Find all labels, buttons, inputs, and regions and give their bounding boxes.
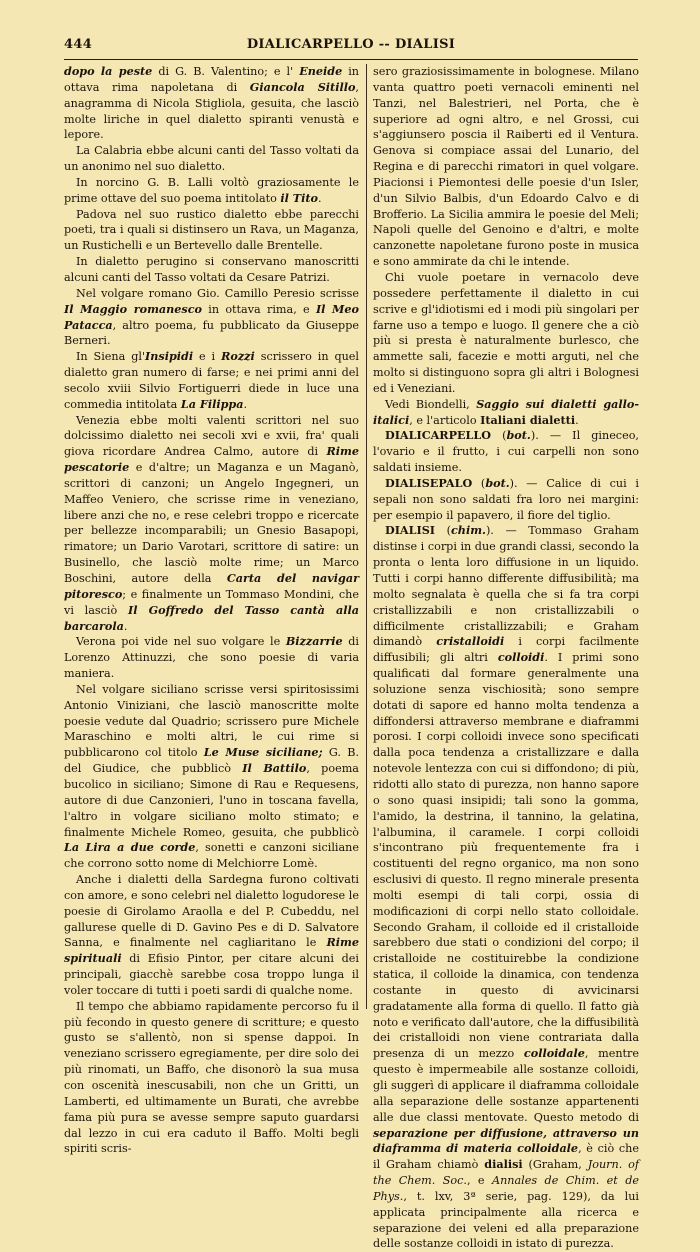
body-text: sero graziosissimamente in bolognese. Milano vanta quattro poeti vernacoli eminenti nel Tanzi, nel Balestrieri, nel Porta, che è superiore ad ogni altro, e nel Grossi, cui s'aggiunsero poscia il Raiberti ed il Ventura. Genova si compiace assai del Lunario, del Regina e di parecchi rimatori in quel volgare. Piacionsi i Piemontesi delle poesie d'un Isler, d'un Silvio Balbis, d'un Edoardo Calvo e di Brofferio. La Sicilia ammira le poesie del Meli; Napoli quelle del Genoino e d'altri, e molte canzonette napoletane furono poste in musica e sono ammirate da chi le intende.: [373, 65, 639, 269]
paragraph: [64, 872, 359, 999]
body-text: Vedi Biondelli,: [385, 397, 477, 411]
running-head-title: DIALICARPELLO -- DIALISI: [246, 37, 456, 52]
emphasized-text: bot.: [485, 475, 510, 490]
body-text: , t. lxv, 3ª serie, pag. 129), da lui applicata principalmente alla ricerca e separazione dei veleni ed alla preparazione delle sostanze colloidi in istato di purezza.: [373, 1189, 639, 1251]
body-text: Venezia ebbe molti valenti scrittori nel suo dolcissimo dialetto nei secoli xvi e xvii, fra' quali giova ricordare Andrea Calmo, autore di: [64, 413, 359, 459]
paragraph: [64, 254, 359, 286]
body-text: ). — Calice di cui i sepali non sono saldati fra loro nei margini: per esempio il papavero, il fiore del tiglio.: [373, 476, 640, 522]
body-text: Verona poi vide nel suo volgare le: [76, 635, 286, 649]
body-text: Nel volgare romano Gio. Camillo Peresio scrisse: [76, 286, 359, 300]
emphasized-text: Il Maggio romanesco: [64, 301, 202, 316]
emphasized-text: bot.: [506, 428, 531, 443]
body-text: Padova nel suo rustico dialetto ebbe parecchi poeti, tra i quali si distinsero un Rava, un Maganza, un Rustichelli e un Bertevello dalle Brentelle.: [64, 207, 359, 253]
headword-text: DIALICARPELLO: [385, 428, 492, 443]
emphasized-text: Giancola Sitillo: [249, 79, 356, 94]
body-text: scrissero in quel dialetto gran numero di farse; e nei primi anni del secolo xviii Silvio Fortiguerri diede in luce una commedia intitolata: [64, 350, 360, 411]
body-text: In norcino G. B. Lalli voltò graziosamente le prime ottave del suo poema intitolato: [64, 175, 359, 205]
body-text: (: [472, 476, 486, 490]
body-text: .: [123, 619, 128, 633]
body-text: (: [491, 429, 507, 443]
paragraph: [64, 999, 359, 1157]
body-text: . I primi sono qualificati dal formare generalmente una soluzione senza vischiosità; sono sempre dotati di sapore ed hanno molta tendenza a diffondersi attraverso membrane e diaframmi porosi. I corpi colloidi invece sono specificati dalla poca tendenza a cristallizzare e dalla notevole lentezza con cui si diffondono; di più, ridotti allo stato di purezza, non hanno sapore o sono quasi insipidi; tali sono la gomma, l'amido, la destrina, il tannino, la gelatina, l'albumina, il caramele. I corpi colloidi s'incontrano più frequentemente fra i costituenti del regno organico, ma non sono esclusivi di questo. Il regno minerale presenta molti esempi di tali corpi, ossia di modificazioni di corpi nello stato colloidale. Secondo Graham, il colloide ed il cristalloide sarebbero due stati o condizioni del corpo; il cristalloide ne costituirebbe la condizione statica, il colloide la dinamica, con tendenza costante in questo di avvicinarsi gradatamente alla forma di quello. Il fatto già noto e verificato dall'autore, che la diffusibilità dei cristalloidi non viene contrariata dalla presenza di un mezzo: [373, 651, 639, 1061]
body-text: In dialetto perugino si conservano manoscritti alcuni canti del Tasso voltati da Cesare Patrizi.: [64, 255, 359, 284]
emphasized-text: Rozzi: [221, 349, 255, 364]
emphasized-text: colloidale: [523, 1046, 585, 1061]
body-text: .: [575, 413, 579, 427]
paragraph: [64, 634, 359, 682]
right-text-column: [373, 64, 640, 1251]
running-header: [64, 37, 638, 60]
body-text: di G. B. Valentino; e l': [152, 65, 300, 78]
emphasized-text: Rime spirituali: [64, 935, 359, 966]
column-divider: [366, 64, 367, 1009]
emphasized-text: dopo la peste: [64, 64, 153, 78]
body-text: ). — Il gineceo, l'ovario e il frutto, i cui carpelli non sono saldati insieme.: [373, 429, 639, 475]
body-text: in ottava rima napoletana di: [64, 65, 360, 94]
headword-text: DIALISI: [385, 523, 436, 538]
emphasized-text: Rime pescatorie: [64, 444, 359, 475]
body-text: (: [435, 524, 451, 538]
body-text: G. B. del Giudice, che pubblicò: [64, 746, 360, 776]
body-text: , sonetti e canzoni siciliane che corrono sotto nome di Melchiorre Lomè.: [64, 841, 359, 871]
emphasized-text: Le Muse siciliane;: [203, 745, 323, 760]
emphasized-text: separazione per diffusione, attraverso un diaframma di materia colloidale: [373, 1125, 639, 1156]
emphasized-text: il Tito: [280, 190, 319, 205]
body-text: Anche i dialetti della Sardegna furono coltivati con amore, e sono celebri nel dialetto logudorese le poesie di Girolamo Araolla e del P. Cubeddu, nel gallurese quelle di D. Gavino Pes e di D. Salvatore Sanna, e finalmente nel cagliaritano le: [64, 873, 359, 950]
emphasized-text: Carta del navigar pitoresco: [64, 571, 359, 601]
emphasized-text: La Lira a due corde: [64, 840, 196, 855]
body-text: i corpi facilmente diffusibili; gli altri: [373, 635, 639, 665]
dictionary-entry: [373, 523, 639, 1252]
paragraph: [64, 207, 359, 255]
left-text-column: [64, 64, 360, 1156]
body-text: (Graham,: [522, 1158, 588, 1172]
dictionary-entry: [373, 476, 639, 524]
body-text: La Calabria ebbe alcuni canti del Tasso voltati da un anonimo nel suo dialetto.: [64, 144, 359, 174]
body-text: , mentre questo è impermeabile alle sostanze colloidi, gli suggerì di applicare il diaframma colloidale alla separazione delle sostanze appartenenti alle due classi mentovate. Questo metodo di: [373, 1047, 640, 1124]
headword-text: DIALISEPALO: [385, 475, 473, 490]
body-text: ). — Tommaso Graham distinse i corpi in due grandi classi, secondo la pronta o lenta loro diffusione in un liquido. Tutti i corpi hanno differente diffusibilità; ma molto segnalata è quella che si fa tra corpi cristallizzabili e non cristallizzabili o difficilmente cristallizzabili; e Graham dimandò: [373, 524, 639, 649]
body-text: e i: [193, 350, 222, 364]
paragraph: [64, 682, 359, 872]
emphasized-text: Insipidi: [145, 349, 194, 364]
body-text: In Siena gl': [76, 350, 146, 364]
paragraph: [64, 143, 359, 175]
emphasized-text: Bizzarrie: [285, 634, 343, 649]
page-number: 444: [64, 37, 93, 52]
body-text: Nel volgare siciliano scrisse versi spiritosissimi Antonio Viniziani, che lasciò manoscritte molte poesie vedute dal Quadrio; scrissero pure Michele Maraschino e molti altri, le cui rime si pubblicarono col titolo: [64, 682, 359, 760]
body-text: , anagramma di Nicola Stigliola, gesuita, che lasciò molte liriche in quel dialetto spiranti venustà e lepore.: [64, 80, 359, 142]
body-text: .: [243, 397, 248, 411]
paragraph: [373, 397, 639, 429]
emphasized-text: Annales de Chim. et de Phys.: [373, 1174, 639, 1203]
paragraph: [373, 64, 639, 270]
body-text: Il tempo che abbiamo rapidamente percorso fu il più fecondo in questo genere di scritture; e questo gusto se s'allentò, non si spense dappoi. In veneziano scrissero egregiamente, per dire solo dei più rinomati, un Baffo, che disonorò la sua musa con oscenità inescusabili, non che un Gritti, un Lamberti, ed ultimamente un Burati, che avrebbe fama più pura se avesse sempre saputo guardarsi dal lezzo in cui era caduto il Baffo. Molti begli spiriti scris-: [64, 999, 359, 1156]
body-text: , altro poema, fu pubblicato da Giuseppe Berneri.: [64, 318, 359, 348]
emphasized-text: colloidi: [497, 650, 545, 665]
body-text: , poema bucolico in siciliano; Simone di Rau e Requesens, autore di due Canzonieri, l'uno in toscana favella, l'altro in volgare siciliano molto stimato; e finalmente Michele Romeo, gesuita, che pubblicò: [64, 762, 359, 839]
emphasized-text: Il Goffredo del Tasso cantà alla barcarola: [64, 602, 359, 633]
body-text: in ottava rima, e: [201, 302, 316, 316]
body-text: .: [318, 191, 322, 205]
emphasized-text: cristalloidi: [436, 634, 505, 649]
body-text: e d'altre; un Maganza e un Maganò, scrittori di canzoni; un Angelo Ingegneri, un Maffeo Veniero, che scrisse rime in veneziano, libere anzi che no, e rese celebri troppo e ricercate per bellezze incomparabili; un Gnesio Basapopi, rimatore; un Dario Varotari, scrittore di satire: un Businello, che lasciò molte rime; un Marco Boschini, autore della: [64, 461, 359, 585]
body-text: ; e finalmente un Tommaso Mondini, che vi lasciò: [64, 587, 359, 617]
body-text: di Efisio Pintor, per citare alcuni dei principali, giacchè sarebbe cosa troppo lunga il voler toccare di tutti i poeti sardi di qualche nome.: [64, 952, 359, 997]
paragraph: [64, 349, 359, 412]
emphasized-text: Eneide: [299, 64, 343, 78]
emphasized-text: Journ. of the Chem. Soc.: [373, 1158, 639, 1188]
headword-text: dialisi: [484, 1157, 523, 1172]
emphasized-text: La Filippa: [180, 396, 244, 411]
emphasized-text: Il Meo Patacca: [64, 301, 360, 332]
body-text: , e l'articolo: [409, 413, 481, 427]
paragraph: [64, 413, 359, 635]
emphasized-text: Il Battilo: [242, 761, 307, 776]
paragraph: [64, 64, 359, 143]
paragraph: [373, 270, 639, 397]
body-text: , è ciò che il Graham chiamò: [373, 1142, 639, 1172]
dictionary-entry: [373, 428, 639, 476]
emphasized-text: Saggio sui dialetti gallo-italici: [373, 396, 639, 427]
body-text: di Lorenzo Attinuzzi, che sono poesie di varia maniera.: [64, 635, 359, 681]
headword-text: Italiani dialetti: [480, 412, 576, 427]
paragraph: [64, 286, 359, 349]
body-text: Chi vuole poetare in vernacolo deve possedere perfettamente il dialetto in cui scrive e gl'idiotismi ed i modi più singolari per farne uso a tempo e luogo. Il genere che a ciò più si presta è naturalmente burlesco, che ammette sali, facezie e motti arguti, nel che molto si distinguono sopra gli altri i Bolognesi ed i Veneziani.: [373, 270, 639, 395]
body-text: , e: [466, 1174, 492, 1188]
paragraph: [64, 175, 359, 207]
emphasized-text: chim.: [451, 523, 486, 538]
